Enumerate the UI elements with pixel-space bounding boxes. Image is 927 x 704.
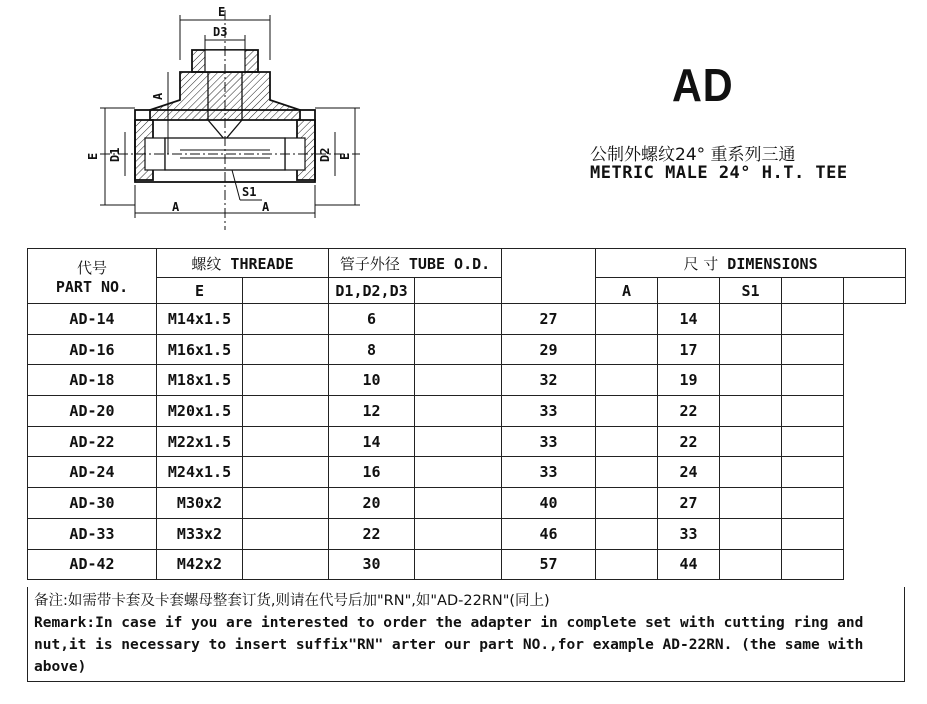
subheader-empty-4 <box>782 278 844 304</box>
empty-cell <box>720 396 782 427</box>
dim-s1-cell: 22 <box>658 426 720 457</box>
dim-s1-cell: 19 <box>658 365 720 396</box>
empty-cell <box>782 365 844 396</box>
table-row <box>28 518 906 549</box>
empty-cell <box>720 334 782 365</box>
empty-cell <box>720 488 782 519</box>
empty-cell <box>596 549 658 580</box>
part-cell: AD-16 <box>28 334 157 365</box>
remark-box <box>27 587 905 682</box>
thread-cell: M14x1.5 <box>157 304 243 335</box>
empty-cell <box>415 396 502 427</box>
header-dim-cn: 尺 寸 <box>683 254 719 273</box>
empty-cell <box>243 488 329 519</box>
empty-cell <box>596 396 658 427</box>
empty-cell <box>720 457 782 488</box>
part-cell: AD-42 <box>28 549 157 580</box>
empty-cell <box>415 488 502 519</box>
empty-cell <box>415 304 502 335</box>
dim-a-cell: 29 <box>502 334 596 365</box>
dim-s1-cell: 24 <box>658 457 720 488</box>
label-d3: D3 <box>213 25 228 39</box>
table-row <box>28 426 906 457</box>
subheader-empty-1 <box>243 278 329 304</box>
subheader-s1: S1 <box>720 278 782 304</box>
table-row <box>28 488 906 519</box>
empty-cell <box>415 365 502 396</box>
part-cell: AD-33 <box>28 518 157 549</box>
part-cell: AD-18 <box>28 365 157 396</box>
dim-s1-cell: 33 <box>658 518 720 549</box>
header-thread-cn: 螺纹 <box>191 254 222 273</box>
dim-a-cell: 32 <box>502 365 596 396</box>
empty-cell <box>415 457 502 488</box>
subtitle-chinese: 公制外螺纹24° 重系列三通 <box>590 145 796 165</box>
header-dimensions <box>596 249 906 278</box>
label-e-left: E <box>86 152 100 160</box>
empty-cell <box>720 518 782 549</box>
empty-cell <box>782 334 844 365</box>
tee-body <box>100 10 360 230</box>
header-thread-en: THREADE <box>230 254 294 273</box>
subheader-empty-3 <box>658 278 720 304</box>
thread-cell: M24x1.5 <box>157 457 243 488</box>
thread-cell: M16x1.5 <box>157 334 243 365</box>
dim-a-cell: 27 <box>502 304 596 335</box>
empty-cell <box>596 488 658 519</box>
empty-cell <box>243 396 329 427</box>
subheader-tube: D1,D2,D3 <box>329 278 415 304</box>
blank-column <box>502 249 596 304</box>
empty-cell <box>782 518 844 549</box>
header-part-cn: 代号 <box>76 258 107 277</box>
part-cell: AD-14 <box>28 304 157 335</box>
tube-cell: 22 <box>329 518 415 549</box>
table-row <box>28 549 906 580</box>
empty-cell <box>596 334 658 365</box>
part-cell: AD-24 <box>28 457 157 488</box>
empty-cell <box>243 334 329 365</box>
dim-a-cell: 33 <box>502 426 596 457</box>
tube-cell: 10 <box>329 365 415 396</box>
tube-cell: 30 <box>329 549 415 580</box>
empty-cell <box>243 518 329 549</box>
dim-a-cell: 33 <box>502 396 596 427</box>
empty-cell <box>596 518 658 549</box>
empty-cell <box>243 426 329 457</box>
label-e-right: E <box>338 152 352 160</box>
header-tube-cn: 管子外径 <box>339 254 400 273</box>
empty-cell <box>596 426 658 457</box>
dim-s1-cell: 44 <box>658 549 720 580</box>
dim-a-cell: 33 <box>502 457 596 488</box>
label-a-vertical: A <box>151 92 165 100</box>
header-dim-en: DIMENSIONS <box>727 254 818 273</box>
tube-cell: 20 <box>329 488 415 519</box>
empty-cell <box>243 365 329 396</box>
empty-cell <box>243 457 329 488</box>
empty-cell <box>415 334 502 365</box>
tube-cell: 16 <box>329 457 415 488</box>
thread-cell: M42x2 <box>157 549 243 580</box>
tube-cell: 12 <box>329 396 415 427</box>
remark-chinese: 备注:如需带卡套及卡套螺母整套订货,则请在代号后加"RN",如"AD-22RN"(同上) <box>34 593 550 609</box>
table-row <box>28 334 906 365</box>
empty-cell <box>782 457 844 488</box>
empty-cell <box>782 304 844 335</box>
thread-cell: M30x2 <box>157 488 243 519</box>
dim-s1-cell: 14 <box>658 304 720 335</box>
empty-cell <box>720 304 782 335</box>
part-cell: AD-30 <box>28 488 157 519</box>
subtitle-english: METRIC MALE 24° H.T. TEE <box>590 163 848 183</box>
label-d2: D2 <box>318 147 332 162</box>
label-s1: S1 <box>242 185 257 199</box>
thread-cell: M33x2 <box>157 518 243 549</box>
subheader-empty-2 <box>415 278 502 304</box>
dim-a-cell: 46 <box>502 518 596 549</box>
subheader-thread-e: E <box>157 278 243 304</box>
empty-cell <box>415 426 502 457</box>
empty-cell <box>596 304 658 335</box>
empty-cell <box>720 426 782 457</box>
tube-cell: 14 <box>329 426 415 457</box>
thread-cell: M20x1.5 <box>157 396 243 427</box>
table-row <box>28 457 906 488</box>
label-d1: D1 <box>108 147 122 162</box>
part-cell: AD-20 <box>28 396 157 427</box>
dimensions-table <box>27 248 906 580</box>
tube-cell: 8 <box>329 334 415 365</box>
header-part-en: PART NO. <box>55 277 129 296</box>
tee-fitting-drawing <box>0 0 400 240</box>
header-part-no <box>28 249 157 304</box>
empty-cell <box>243 304 329 335</box>
empty-cell <box>782 488 844 519</box>
table-row <box>28 396 906 427</box>
empty-cell <box>415 549 502 580</box>
label-a-bottom-right: A <box>262 200 270 214</box>
subheader-a: A <box>596 278 658 304</box>
label-e-top: E <box>218 5 226 19</box>
dim-s1-cell: 27 <box>658 488 720 519</box>
dim-a-cell: 57 <box>502 549 596 580</box>
tube-cell: 6 <box>329 304 415 335</box>
empty-cell <box>720 365 782 396</box>
thread-cell: M18x1.5 <box>157 365 243 396</box>
dim-s1-cell: 22 <box>658 396 720 427</box>
thread-cell: M22x1.5 <box>157 426 243 457</box>
part-cell: AD-22 <box>28 426 157 457</box>
empty-cell <box>782 426 844 457</box>
product-code-title: AD <box>672 59 734 111</box>
header-tube <box>329 249 502 278</box>
header-thread <box>157 249 329 278</box>
empty-cell <box>596 365 658 396</box>
empty-cell <box>782 396 844 427</box>
empty-cell <box>720 549 782 580</box>
empty-cell <box>782 549 844 580</box>
subheader-empty-5 <box>844 278 906 304</box>
table-row <box>28 365 906 396</box>
empty-cell <box>596 457 658 488</box>
remark-english: Remark:In case if you are interested to order the adapter in complete set with cutting ring and nut,it is necessary to insert suffix"RN" arter our part NO.,for example AD-22RN. (the same with above) <box>34 615 873 675</box>
header-tube-en: TUBE O.D. <box>408 254 491 273</box>
dim-s1-cell: 17 <box>658 334 720 365</box>
label-a-bottom-left: A <box>172 200 180 214</box>
dim-a-cell: 40 <box>502 488 596 519</box>
table-row <box>28 304 906 335</box>
empty-cell <box>243 549 329 580</box>
empty-cell <box>415 518 502 549</box>
